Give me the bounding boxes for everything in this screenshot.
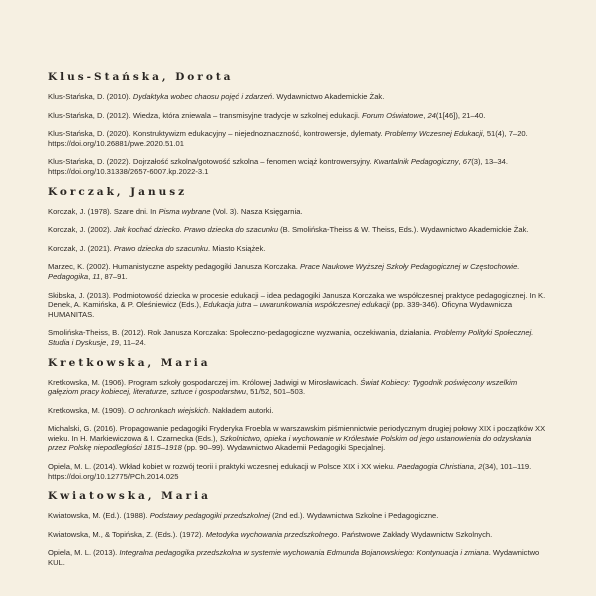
author-heading: Kwiatowska, Maria xyxy=(48,490,211,503)
section-spacer xyxy=(48,348,548,357)
heading-spacer xyxy=(48,199,548,207)
section-spacer xyxy=(48,177,548,186)
entry-spacer xyxy=(48,539,548,548)
reference-text: Klus-Stańska, D. (2022). Dojrzałość szkolna/gotowość szkolna – fenomen wciąż kontrowersyjny. xyxy=(48,157,374,167)
entry-spacer xyxy=(48,120,548,129)
reference-text: Michalski, G. (2016). Propagowanie pedagogiki Fryderyka Froebla w warszawskim piśmiennictwie periodycznym drugiej połowy XIX i początków XX wieku. In H. Markiewiczowa & I. Czarnecka (Eds.), xyxy=(48,424,546,443)
reference-entry xyxy=(48,129,548,148)
reference-italic-text: Edukacja jutra – uwarunkowania współczesnej edukacji xyxy=(203,300,390,310)
reference-text: Skibska, J. (2013). Podmiotowość dziecka w procesie edukacji – idea pedagogiki Janusza Korczaka we współczesnej praktyce pedagogicznej. In K. Denek, A. Kamińska, & P. Oleśniewicz (Eds.), xyxy=(48,290,546,310)
reference-text: (pp. 339-346). Oficyna Wydawnicza HUMANITAS. xyxy=(48,300,513,319)
entry-spacer xyxy=(48,397,548,406)
reference-italic-text: Podstawy pedagogiki przedszkolnej xyxy=(149,511,271,521)
reference-text: . Wydawnictwo KUL. xyxy=(48,548,540,568)
reference-text: Opiela, M. L. (2014). Wkład kobiet w rozwój teorii i praktyki wczesnej edukacji w Polsce XIX i XX wieku. xyxy=(48,462,398,472)
entry-spacer xyxy=(48,253,548,262)
reference-entry xyxy=(48,111,548,121)
reference-text: Korczak, J. (2002). xyxy=(48,225,114,235)
reference-text: , xyxy=(106,337,111,347)
reference-text: . Państwowe Zakłady Wydawnictw Szkolnych. xyxy=(337,529,493,539)
reference-italic-text: 2 xyxy=(478,462,483,472)
reference-italic-text: Forum Oświatowe xyxy=(362,110,424,120)
reference-entry xyxy=(48,92,548,102)
reference-text: Kretkowska, M. (1906). Program szkoły gospodarczej im. Królowej Jadwigi w Mirosławicach. xyxy=(48,377,361,387)
reference-entry xyxy=(48,328,548,347)
reference-italic-text: Integralna pedagogika przedszkolna w systemie wychowania Edmunda Bojanowskiego: Kontynuacja i zmiana xyxy=(119,548,489,558)
reference-text: (3), 13–34. https://doi.org/10.31338/2657-6007.kp.2022-3.1 xyxy=(48,157,508,176)
reference-text: , xyxy=(458,157,463,167)
reference-text: , 51/52, 501–503. xyxy=(245,387,306,397)
reference-text: , 11–24. xyxy=(118,337,146,347)
section-spacer xyxy=(48,481,548,490)
entry-spacer xyxy=(48,521,548,530)
reference-italic-text: 67 xyxy=(462,157,472,167)
reference-text: (Vol. 3). Nasza Księgarnia. xyxy=(210,206,303,216)
entry-spacer xyxy=(48,235,548,244)
reference-text: Korczak, J. (2021). xyxy=(48,243,114,253)
reference-text: . Nakładem autorki. xyxy=(207,405,274,415)
reference-italic-text: Pisma wybrane xyxy=(158,206,211,216)
reference-italic-text: 19 xyxy=(110,337,119,347)
reference-text: (B. Smolińska-Theiss & W. Theiss, Eds.). Wydawnictwo Akademickie Żak. xyxy=(278,225,529,235)
reference-text: (34), 101–119. https://doi.org/10.12775/PCh.2014.025 xyxy=(48,462,532,481)
entry-spacer xyxy=(48,282,548,291)
reference-entry xyxy=(48,244,548,254)
author-heading: Kretkowska, Maria xyxy=(48,356,211,369)
reference-entry xyxy=(48,207,548,217)
reference-text: Opiela, M. L. (2013). xyxy=(48,548,120,558)
reference-text: Klus-Stańska, D. (2010). xyxy=(48,92,133,101)
heading-spacer xyxy=(48,84,548,92)
reference-text: , xyxy=(423,110,428,120)
reference-italic-text: Świat Kobiecy: Tygodnik poświęcony wszelkim gałęziom pracy kobiecej, literaturze, sztuce i gospodarstwu xyxy=(48,377,518,397)
reference-text: Klus-Stańska, D. (2012). Wiedza, która zniewala – transmisyjne tradycje w szkolnej edukacji. xyxy=(48,110,363,120)
entry-spacer xyxy=(48,148,548,157)
reference-entry xyxy=(48,291,548,320)
reference-text: Kwiatowska, M., & Topińska, Z. (Eds.). (1972). xyxy=(48,529,206,539)
reference-text: (2nd ed.). Wydawnictwa Szkolne i Pedagogiczne. xyxy=(270,511,439,521)
reference-text: Klus-Stańska, D. (2020). Konstruktywizm edukacyjny – niejednoznaczność, kontrowersje, dylematy. xyxy=(48,129,385,139)
reference-italic-text: Kwartalnik Pedagogiczny xyxy=(373,157,459,167)
reference-italic-text: Metodyka wychowania przedszkolnego xyxy=(205,529,338,539)
reference-italic-text: 24 xyxy=(427,110,436,120)
heading-spacer xyxy=(48,370,548,378)
reference-text: , xyxy=(88,271,93,281)
reference-text: Marzec, K. (2002). Humanistyczne aspekty pedagogiki Janusza Korczaka. xyxy=(48,262,300,272)
reference-entry xyxy=(48,548,548,567)
reference-italic-text: Paedagogia Christiana xyxy=(397,462,474,472)
reference-text: Korczak, J. (1978). Szare dni. In xyxy=(48,206,159,216)
reference-italic-text: Dydaktyka wobec chaosu pojęć i zdarzeń xyxy=(132,92,273,101)
reference-entry xyxy=(48,157,548,176)
bibliography-content xyxy=(48,71,548,568)
reference-italic-text: O ochronkach wiejskich xyxy=(128,405,208,415)
reference-entry xyxy=(48,530,548,540)
entry-spacer xyxy=(48,319,548,328)
reference-text: . Miasto Książek. xyxy=(207,243,266,253)
author-heading: Klus-Stańska, Dorota xyxy=(48,71,234,83)
reference-italic-text: Problemy Wczesnej Edukacji xyxy=(384,129,483,139)
reference-text: Kwiatowska, M. (Ed.). (1988). xyxy=(48,511,150,521)
author-heading: Korczak, Janusz xyxy=(48,185,188,198)
reference-entry xyxy=(48,462,548,481)
entry-spacer xyxy=(48,415,548,424)
reference-text: Kretkowska, M. (1909). xyxy=(48,405,129,415)
reference-entry xyxy=(48,511,548,521)
reference-entry xyxy=(48,262,548,281)
entry-spacer xyxy=(48,102,548,111)
reference-text: Smolińska-Theiss, B. (2012). Rok Janusza Korczaka: Społeczno-pedagogiczne wyzwania, oczekiwania, działania. xyxy=(48,328,434,338)
reference-text: , xyxy=(473,462,479,472)
reference-entry xyxy=(48,225,548,235)
reference-text: . Wydawnictwo Akademickie Żak. xyxy=(272,92,385,101)
reference-italic-text: Prace Naukowe Wyższej Szkoły Pedagogicznej w Częstochowie. Pedagogika xyxy=(48,262,520,281)
reference-text: (1[46]), 21–40. xyxy=(435,110,486,120)
reference-text: , 87–91. xyxy=(100,271,128,281)
reference-italic-text: Prawo dziecka do szacunku xyxy=(113,243,208,253)
reference-italic-text: Szkolnictwo, opieka i wychowanie w Królestwie Polskim od jego ustanowienia do odzyskania przez Polskę niepodległości 1815–1918 xyxy=(48,433,532,453)
reference-text: (pp. 90–99). Wydawnictwo Akademii Pedagogiki Specjalnej. xyxy=(181,443,386,453)
reference-text: , 51(4), 7–20. https://doi.org/10.26881/pwe.2020.51.01 xyxy=(48,129,528,148)
entry-spacer xyxy=(48,453,548,462)
reference-entry xyxy=(48,406,548,416)
reference-entry xyxy=(48,378,548,397)
reference-italic-text: Problemy Polityki Społecznej. Studia i Dyskusje xyxy=(48,328,534,347)
heading-spacer xyxy=(48,503,548,511)
reference-italic-text: 11 xyxy=(92,271,101,281)
reference-entry xyxy=(48,424,548,453)
entry-spacer xyxy=(48,216,548,225)
reference-italic-text: Jak kochać dziecko. Prawo dziecka do szacunku xyxy=(113,225,279,235)
